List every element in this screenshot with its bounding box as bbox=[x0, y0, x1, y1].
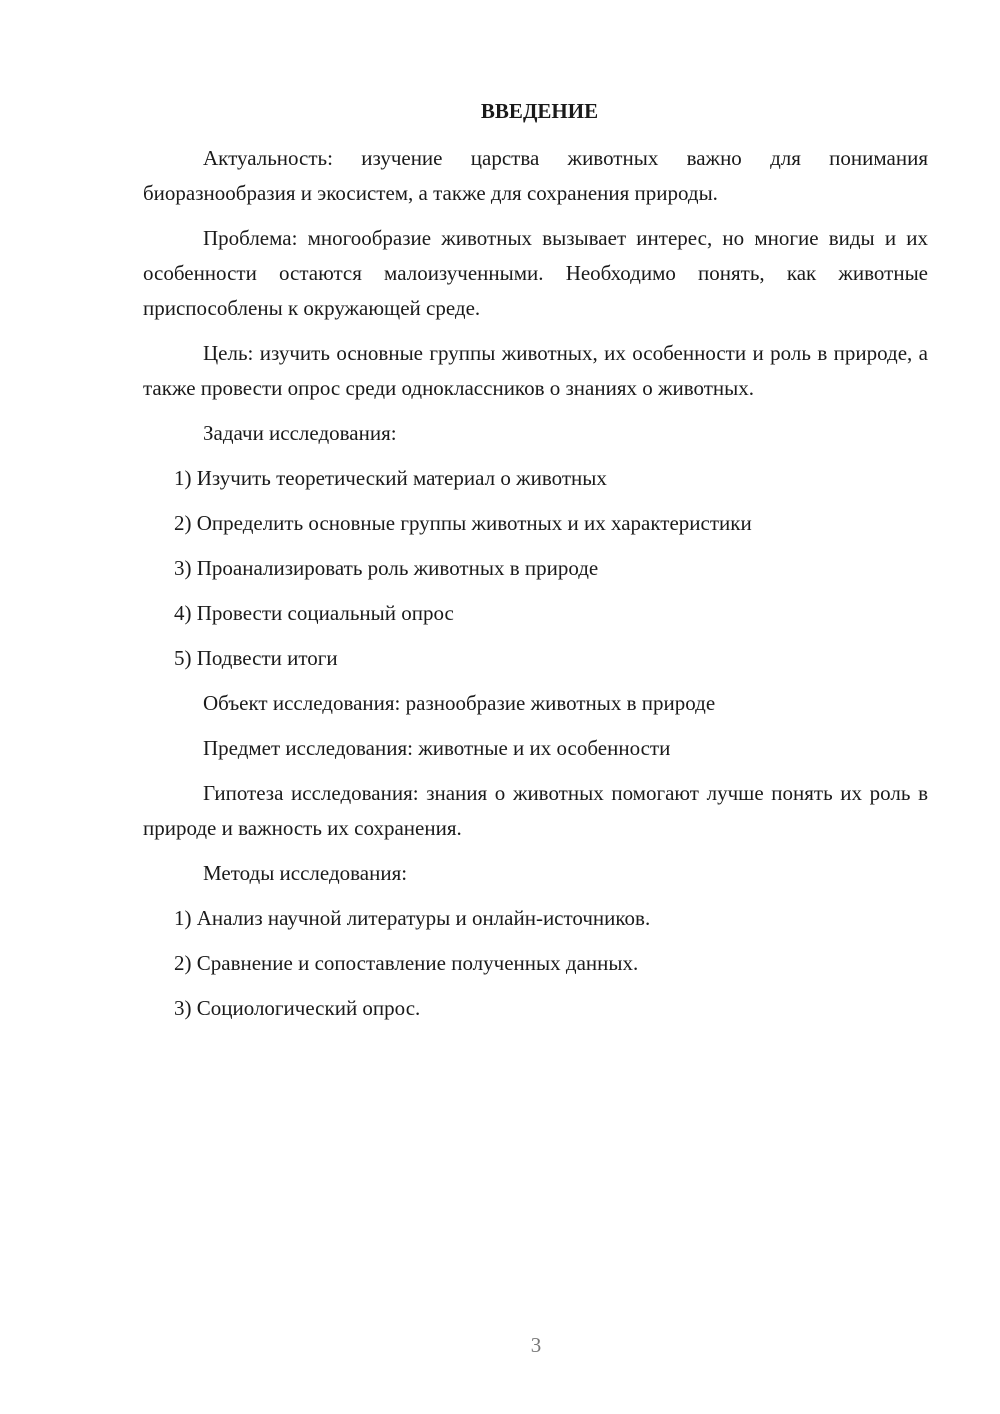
problem-paragraph: Проблема: многообразие животных вызывает интерес, но многие виды и их особенности остаются малоизученными. Необходимо понять, как животные приспособлены к окружающей среде. bbox=[143, 226, 928, 320]
tasks-list bbox=[143, 461, 928, 676]
relevance-paragraph: Актуальность: изучение царства животных важно для понимания биоразнообразия и экосистем, а также для сохранения природы. bbox=[143, 146, 928, 205]
task-item: 4) Провести социальный опрос bbox=[174, 601, 454, 625]
methods-list bbox=[143, 901, 928, 1026]
page-number: 3 bbox=[530, 1333, 542, 1357]
goal-paragraph: Цель: изучить основные группы животных, их особенности и роль в природе, а также провести опрос среди одноклассников о знаниях о животных. bbox=[143, 341, 928, 400]
methods-heading: Методы исследования: bbox=[203, 861, 408, 885]
method-item: 3) Социологический опрос. bbox=[174, 996, 421, 1020]
tasks-heading: Задачи исследования: bbox=[203, 421, 397, 445]
task-item: 1) Изучить теоретический материал о животных bbox=[174, 466, 607, 490]
method-item: 1) Анализ научной литературы и онлайн-источников. bbox=[174, 906, 651, 930]
task-item: 2) Определить основные группы животных и их характеристики bbox=[174, 511, 752, 535]
task-item: 5) Подвести итоги bbox=[174, 646, 338, 670]
task-item: 3) Проанализировать роль животных в природе bbox=[174, 556, 599, 580]
page-content bbox=[143, 95, 928, 1036]
hypothesis-paragraph: Гипотеза исследования: знания о животных помогают лучше понять их роль в природе и важность их сохранения. bbox=[143, 781, 928, 840]
object-line: Объект исследования: разнообразие животных в природе bbox=[203, 691, 716, 715]
page-title: ВВЕДЕНИЕ bbox=[480, 99, 599, 123]
method-item: 2) Сравнение и сопоставление полученных данных. bbox=[174, 951, 639, 975]
subject-line: Предмет исследования: животные и их особенности bbox=[203, 736, 671, 760]
